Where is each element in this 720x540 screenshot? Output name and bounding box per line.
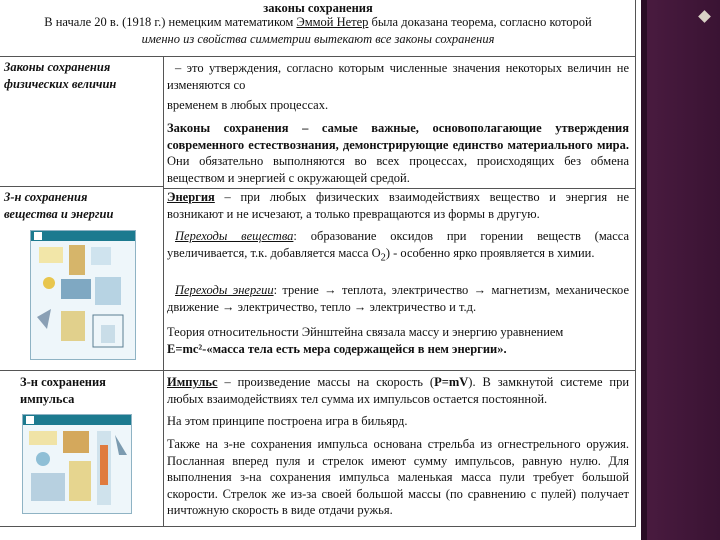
matter-energy-illustration: [30, 230, 136, 360]
row-divider: [0, 186, 163, 187]
conservation-definition: – это утверждения, согласно которым численные значения некоторых величин не изменяются со: [167, 61, 629, 92]
side-band-stripe: [641, 0, 647, 540]
row-divider: [0, 56, 636, 57]
conservation-definition-tail: временем в любых процессах.: [167, 98, 329, 112]
column-divider: [163, 56, 164, 527]
intro-text: В начале 20 в. (1918 г.) немецким математиком Эммой Нетер была доказана теорема, согласно которой именно из свойства симметрии вытекают все законы сохранения: [44, 15, 592, 46]
illustration-graphic: [31, 231, 136, 360]
momentum-illustration: [22, 414, 132, 514]
label-momentum-law: З-н сохранения импульса: [20, 375, 106, 406]
gun-recoil-text: Также на з-не сохранения импульса основана стрельба из огнестрельного оружия. Посланная вперед пуля и стрелок имеют сумму импульсов, равную нулю. Для выполнения з-на сохранения импульса маленькая масса пули требует большой скорости. Стрелок же из-за своей большой массы (по сравнению с пулей) получает ничтожную скорость в виде отдачи ружья.: [167, 437, 629, 517]
label-matter-energy-law: З-н сохранения вещества и энергии: [4, 190, 114, 221]
decorative-side-band: [641, 0, 720, 540]
energy-transitions: Переходы энергии: трение → теплота, электричество → магнетизм, механическое движение → электричество, тепло → электричество и т.д.: [167, 283, 629, 314]
illustration-graphic: [23, 415, 132, 514]
matter-transitions: Переходы вещества: образование оксидов при горении веществ (масса увеличивается, т.к. добавляется масса $О_2$) - особенно ярко проявляется в химии.: [167, 229, 630, 263]
relativity-text: Теория относительности Эйнштейна связала массу и энергию уравнением E=mc²-«масса тела есть мера содержащейся в нем энергии».: [167, 325, 564, 356]
billiards-text: На этом принципе построена игра в бильярд.: [167, 414, 408, 428]
conservation-importance: Законы сохранения – самые важные, основополагающие утверждения современного естествознания, демонстрирующие единство материального мира. Они обязательно выполняются во всех процессах, происходящих без обмена веществом и энергией с окружающей средой.: [167, 121, 629, 185]
row-divider: [0, 370, 636, 371]
label-conservation-laws: Законы сохранения физических величин: [4, 60, 117, 91]
page-title: законы сохранения: [263, 1, 373, 15]
matter-energy-text: Энергия – при любых физических взаимодействиях вещество и энергия не возникают и не исчезают, а только превращаются из формы в другую.: [167, 190, 629, 221]
momentum-definition: Импульс – произведение массы на скорость (P=mV). В замкнутой системе при любых взаимодействиях тел сумма их импульсов остается постоянной.: [167, 375, 630, 406]
